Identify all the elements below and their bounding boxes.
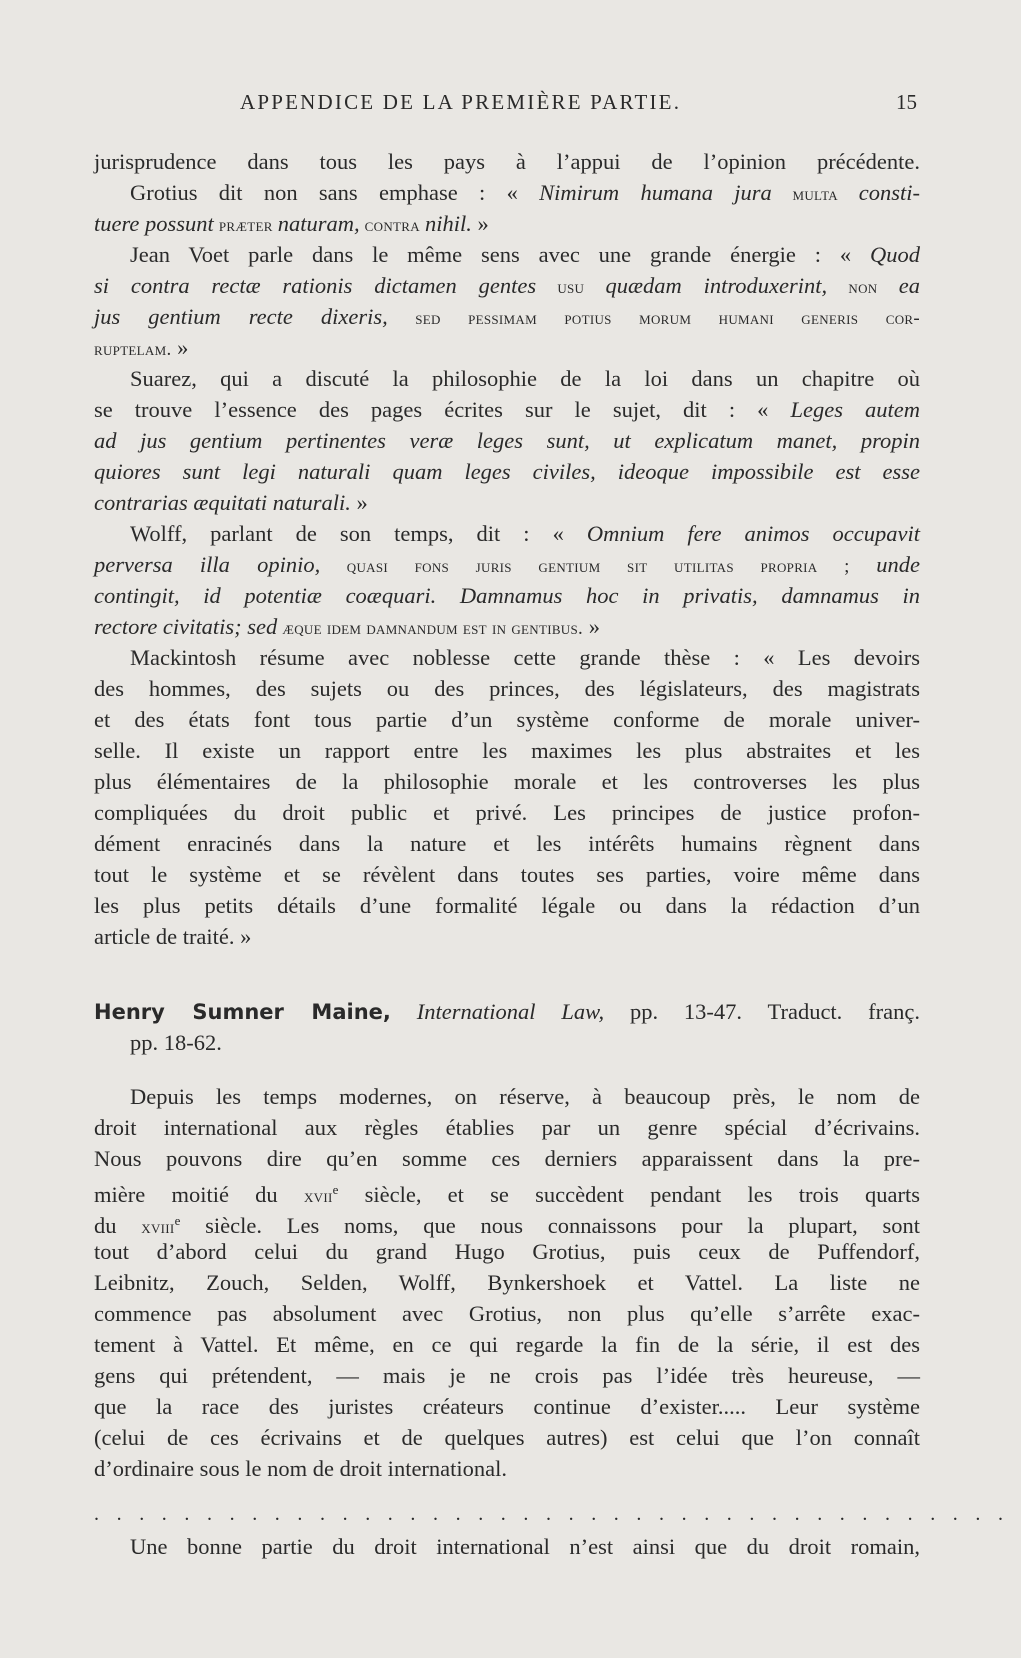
text-line: contrarias æquitati naturali. » <box>94 490 368 515</box>
page-number: 15 <box>896 90 917 114</box>
running-title: APPENDICE DE LA PREMIÈRE PARTIE. <box>240 90 682 114</box>
text-line: Wolff, parlant de son temps, dit : « Omnium fere animos occupavit <box>130 521 920 546</box>
text-line: plus élémentaires de la philosophie morale et les controverses les plus <box>94 769 920 794</box>
text-line: se trouve l’essence des pages écrites sur le sujet, dit : « Leges autem <box>94 397 921 422</box>
text-line: ad jus gentium pertinentes veræ leges sunt, ut explicatum manet, propin <box>94 428 920 453</box>
ellipsis-row: ......................................... <box>94 1503 1021 1525</box>
text-line: Grotius dit non sans emphase : « Nimirum humana jura multa consti- <box>130 180 920 205</box>
text-line: jurisprudence dans tous les pays à l’appui de l’opinion précédente. <box>94 149 920 174</box>
text-line: jus gentium recte dixeris, sed pessimam potius morum humani generis cor- <box>94 304 920 329</box>
text-line: perversa illa opinio, quasi fons juris gentium sit utilitas propria ; unde <box>94 552 921 577</box>
citation-pages: pp. 18-62. <box>130 1030 222 1055</box>
text-line: droit international aux règles établies par un genre spécial d’écrivains. <box>94 1115 920 1140</box>
text-line: (celui de ces écrivains et de quelques autres) est celui que l’on connaît <box>94 1425 920 1450</box>
text-line: selle. Il existe un rapport entre les maximes les plus abstraites et les <box>94 738 920 763</box>
text-line: Suarez, qui a discuté la philosophie de la loi dans un chapitre où <box>130 366 920 391</box>
text-line: article de traité. » <box>94 924 252 949</box>
text-line: d’ordinaire sous le nom de droit international. <box>94 1456 508 1481</box>
page-header <box>0 90 1000 122</box>
text-line: dément enracinés dans la nature et les intérêts humains règnent dans <box>94 831 920 856</box>
text-line: Mackintosh résume avec noblesse cette grande thèse : « Les devoirs <box>130 645 920 670</box>
text-line: contingit, id potentiæ coæquari. Damnamus hoc in privatis, damnamus in <box>94 583 920 608</box>
text-line: ruptelam. » <box>94 335 189 360</box>
text-line: Une bonne partie du droit international n’est ainsi que du droit romain, <box>130 1534 920 1559</box>
text-line: rectore civitatis; sed æque idem damnandum est in gentibus. » <box>94 614 600 639</box>
citation-author: Henry Sumner Maine, <box>94 1000 391 1024</box>
text-line: tuere possunt præter naturam, contra nihil. » <box>94 211 489 236</box>
text-line: commence pas absolument avec Grotius, non plus qu’elle s’arrête exac- <box>94 1301 920 1326</box>
text-line: quiores sunt legi naturali quam leges civiles, ideoque impossibile est esse <box>94 459 920 484</box>
text-line: Leibnitz, Zouch, Selden, Wolff, Bynkershoek et Vattel. La liste ne <box>94 1270 920 1295</box>
text-line: si contra rectæ rationis dictamen gentes usu quædam introduxerint, non ea <box>94 273 920 298</box>
text-line: Jean Voet parle dans le même sens avec une grande énergie : « Quod <box>130 242 920 267</box>
text-line: mière moitié du xvii$^e$ siècle, et se succèdent pendant les trois quarts <box>94 1182 921 1207</box>
citation-work: International Law, <box>416 999 605 1024</box>
text-line: tement à Vattel. Et même, en ce qui regarde la fin de la série, il est des <box>94 1332 920 1357</box>
text-line: et des états font tous partie d’un système conforme de morale univer- <box>94 707 920 732</box>
text-line: que la race des juristes créateurs continue d’exister..... Leur système <box>94 1394 920 1419</box>
text-line: tout d’abord celui du grand Hugo Grotius, puis ceux de Puffendorf, <box>94 1239 920 1264</box>
text-line: les plus petits détails d’une formalité légale ou dans la rédaction d’un <box>94 893 920 918</box>
text-line: du xviii$^e$ siècle. Les noms, que nous connaissons pour la plupart, sont <box>94 1213 921 1238</box>
text-line: des hommes, des sujets ou des princes, des législateurs, des magistrats <box>94 676 920 701</box>
text-line: tout le système et se révèlent dans toutes ses parties, voire même dans <box>94 862 920 887</box>
text-line: Nous pouvons dire qu’en somme ces derniers apparaissent dans la pre- <box>94 1146 920 1171</box>
text-line: compliquées du droit public et privé. Les principes de justice profon- <box>94 800 920 825</box>
text-line: Depuis les temps modernes, on réserve, à beaucoup près, le nom de <box>130 1084 920 1109</box>
text-line: gens qui prétendent, — mais je ne crois pas l’idée très heureuse, — <box>94 1363 920 1388</box>
citation-heading: Henry Sumner Maine, International Law, pp. 13-47. Traduct. franç. <box>94 999 921 1024</box>
